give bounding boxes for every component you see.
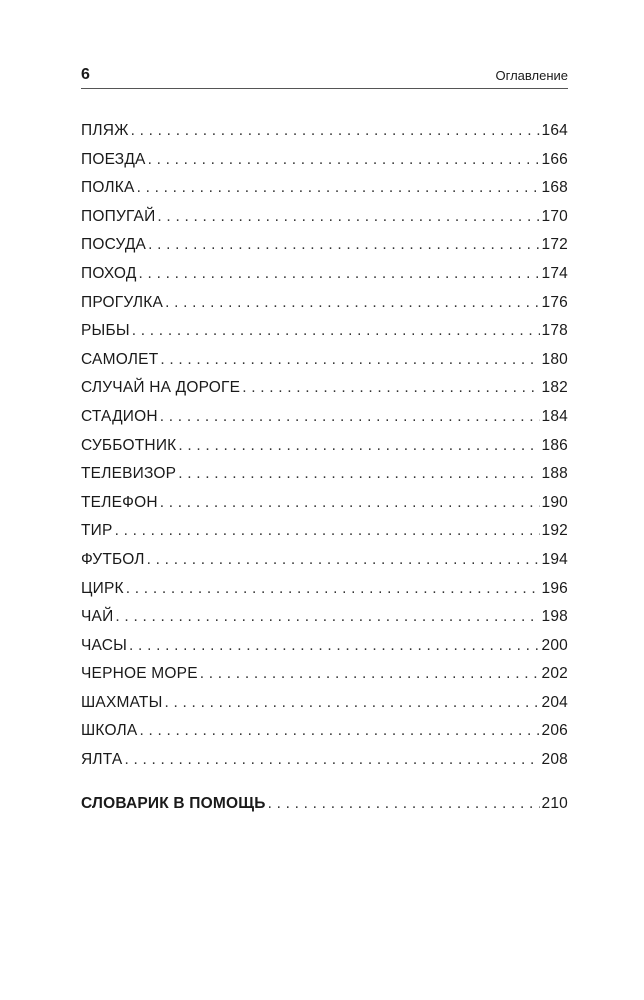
toc-entry[interactable] xyxy=(81,322,568,351)
toc-leader-dots xyxy=(137,179,540,197)
toc-entry[interactable] xyxy=(81,351,568,380)
toc-leader-dots xyxy=(139,265,540,283)
toc-entry-title: ПРОГУЛКА xyxy=(81,293,164,311)
page-header xyxy=(81,62,568,89)
toc-entry[interactable] xyxy=(81,236,568,265)
toc-entry[interactable] xyxy=(81,580,568,609)
toc-entry[interactable] xyxy=(81,522,568,551)
toc-entry-title: ЧЕРНОЕ МОРЕ xyxy=(81,665,198,683)
toc-entry-page: 184 xyxy=(541,407,568,425)
toc-entry-title: ТЕЛЕФОН xyxy=(81,493,158,511)
toc-entry-page: 178 xyxy=(541,322,568,340)
toc-entry-page: 194 xyxy=(541,550,568,568)
toc-entry-page: 204 xyxy=(541,693,568,711)
toc-entry-title: ЯЛТА xyxy=(81,751,123,769)
toc-entry-title: ЧАЙ xyxy=(81,608,114,626)
toc-entry-page: 182 xyxy=(541,379,568,397)
toc-entry[interactable] xyxy=(81,294,568,323)
toc-entry[interactable] xyxy=(81,465,568,494)
toc-entry-title: ПОСУДА xyxy=(81,236,147,254)
toc-entry[interactable] xyxy=(81,694,568,723)
toc-entry-page: 208 xyxy=(541,751,568,769)
toc-leader-dots xyxy=(160,494,540,512)
toc-entry-page: 198 xyxy=(541,608,568,626)
toc-entry-dictionary[interactable] xyxy=(81,795,568,824)
toc-entry[interactable] xyxy=(81,179,568,208)
toc-entry[interactable] xyxy=(81,437,568,466)
toc-entry-page: 168 xyxy=(541,179,568,197)
toc-entry-title: ФУТБОЛ xyxy=(81,550,145,568)
toc-leader-dots xyxy=(148,151,540,169)
toc-entry-title: СТАДИОН xyxy=(81,407,158,425)
toc-entry[interactable] xyxy=(81,151,568,180)
toc-entry[interactable] xyxy=(81,494,568,523)
toc-leader-dots xyxy=(129,637,539,655)
toc-leader-dots xyxy=(157,208,539,226)
toc-entry[interactable] xyxy=(81,665,568,694)
toc-entry[interactable] xyxy=(81,208,568,237)
toc-entry-title: СЛОВАРИК В ПОМОЩЬ xyxy=(81,795,266,812)
final-toc-section xyxy=(81,795,568,824)
toc-entry-title: ПОПУГАЙ xyxy=(81,207,156,225)
toc-entry-page: 166 xyxy=(541,150,568,168)
toc-leader-dots xyxy=(131,122,540,140)
toc-entry-page: 176 xyxy=(541,293,568,311)
toc-leader-dots xyxy=(165,294,539,312)
toc-leader-dots xyxy=(268,795,540,813)
toc-entry-title: ШКОЛА xyxy=(81,722,138,740)
toc-entry-title: ПОЕЗДА xyxy=(81,150,146,168)
toc-entry[interactable] xyxy=(81,408,568,437)
toc-entry-title: ПОЛКА xyxy=(81,179,135,197)
toc-leader-dots xyxy=(165,694,540,712)
toc-leader-dots xyxy=(126,580,540,598)
toc-leader-dots xyxy=(242,379,539,397)
toc-entry[interactable] xyxy=(81,608,568,637)
toc-entry-page: 190 xyxy=(541,493,568,511)
toc-entry-title: ТИР xyxy=(81,522,113,540)
toc-entry-page: 206 xyxy=(541,722,568,740)
toc-entry[interactable] xyxy=(81,637,568,666)
toc-entry-page: 180 xyxy=(541,350,568,368)
toc-entry-title: РЫБЫ xyxy=(81,322,130,340)
toc-leader-dots xyxy=(124,751,539,769)
toc-leader-dots xyxy=(147,551,540,569)
toc-entry-title: ТЕЛЕВИЗОР xyxy=(81,465,177,483)
toc-entry-title: СЛУЧАЙ НА ДОРОГЕ xyxy=(81,379,241,397)
toc-entry-title: ПОХОД xyxy=(81,264,137,282)
toc-entry-page: 172 xyxy=(541,236,568,254)
toc-entry-page: 202 xyxy=(541,665,568,683)
toc-entry[interactable] xyxy=(81,751,568,780)
toc-leader-dots xyxy=(148,236,539,254)
toc-entry-title: САМОЛЕТ xyxy=(81,350,159,368)
toc-entry-title: ПЛЯЖ xyxy=(81,122,129,139)
toc-entry[interactable] xyxy=(81,379,568,408)
page-number: 6 xyxy=(81,66,90,83)
toc-entry-page: 170 xyxy=(541,207,568,225)
toc-entry[interactable] xyxy=(81,551,568,580)
toc-entry-page: 164 xyxy=(541,122,568,139)
toc-leader-dots xyxy=(132,322,540,340)
toc-leader-dots xyxy=(115,522,540,540)
toc-entry-page: 186 xyxy=(541,436,568,454)
toc-entry[interactable] xyxy=(81,122,568,151)
toc-entry-page: 196 xyxy=(541,579,568,597)
section-title: Оглавление xyxy=(495,68,568,83)
toc-leader-dots xyxy=(160,351,539,369)
toc-leader-dots xyxy=(115,608,539,626)
toc-entry-page: 188 xyxy=(541,465,568,483)
toc-entry-title: ЧАСЫ xyxy=(81,636,128,654)
toc-entry[interactable] xyxy=(81,265,568,294)
toc-leader-dots xyxy=(200,665,540,683)
toc-leader-dots xyxy=(178,465,539,483)
toc-entry-page: 192 xyxy=(541,522,568,540)
toc-entry[interactable] xyxy=(81,722,568,751)
toc-entry-page: 200 xyxy=(541,636,568,654)
toc-leader-dots xyxy=(178,437,539,455)
toc-entry-title: ШАХМАТЫ xyxy=(81,693,163,711)
toc-entry-title: СУББОТНИК xyxy=(81,436,177,454)
toc-entry-page: 210 xyxy=(541,795,568,812)
table-of-contents xyxy=(81,122,568,780)
toc-leader-dots xyxy=(139,722,539,740)
toc-leader-dots xyxy=(160,408,540,426)
toc-entry-page: 174 xyxy=(541,264,568,282)
toc-entry-title: ЦИРК xyxy=(81,579,124,597)
